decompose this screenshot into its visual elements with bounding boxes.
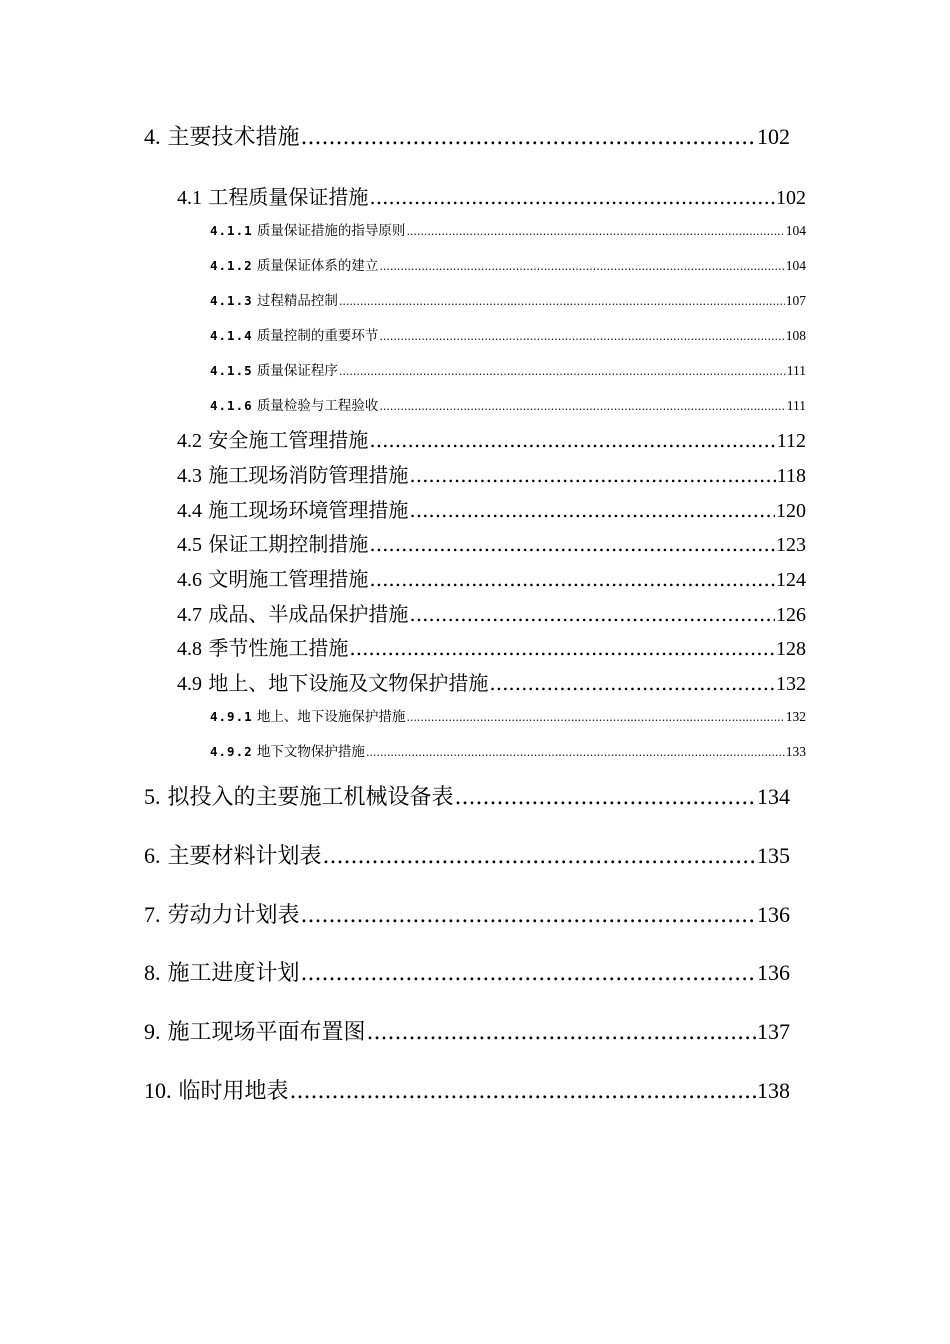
toc-entry-6[interactable] bbox=[144, 839, 790, 869]
toc-leader-dots bbox=[455, 785, 757, 810]
toc-entry-label: 4.1.6 质量检验与工程验收 bbox=[210, 398, 379, 414]
toc-leader-dots bbox=[290, 1079, 757, 1104]
toc-entry-4-1-1[interactable] bbox=[210, 219, 806, 239]
toc-page-number: 111 bbox=[786, 363, 806, 378]
toc-entry-label: 4.9.1 地上、地下设施保护措施 bbox=[210, 709, 406, 725]
toc-page-number: 104 bbox=[785, 223, 806, 238]
toc-entry-label: 4.6 文明施工管理措施 bbox=[177, 567, 369, 591]
toc-page-number: 118 bbox=[776, 465, 806, 487]
toc-leader-dots bbox=[301, 903, 757, 928]
toc-entry-label: 4.1.2 质量保证体系的建立 bbox=[210, 258, 379, 274]
toc-page-number: 102 bbox=[776, 187, 806, 209]
toc-page-number: 138 bbox=[757, 1078, 790, 1103]
toc-entry-4-1-4[interactable] bbox=[210, 324, 806, 344]
toc-entry-4-9-2[interactable] bbox=[210, 740, 806, 760]
toc-leader-dots bbox=[367, 1020, 757, 1045]
toc-page-number: 111 bbox=[786, 398, 806, 413]
toc-entry-4-7[interactable] bbox=[177, 598, 806, 626]
toc-entry-label: 4. 主要技术措施 bbox=[144, 124, 300, 150]
toc-leader-dots bbox=[406, 223, 784, 239]
toc-leader-dots bbox=[406, 709, 784, 725]
toc-leader-dots bbox=[409, 463, 775, 487]
toc-leader-dots bbox=[323, 844, 757, 869]
toc-entry-label: 4.9 地上、地下设施及文物保护措施 bbox=[177, 671, 489, 695]
toc-entry-label: 4.2 安全施工管理措施 bbox=[177, 428, 369, 452]
toc-entry-4-6[interactable] bbox=[177, 563, 806, 591]
toc-entry-4-1-2[interactable] bbox=[210, 254, 806, 274]
toc-entry-label: 4.1.3 过程精品控制 bbox=[210, 293, 338, 309]
toc-entry-4-3[interactable] bbox=[177, 459, 806, 487]
toc-entry-label: 4.4 施工现场环境管理措施 bbox=[177, 498, 409, 522]
toc-page-number: 108 bbox=[785, 328, 806, 343]
toc-page-number: 102 bbox=[757, 124, 790, 149]
toc-page-number: 135 bbox=[757, 843, 790, 868]
toc-page-number: 137 bbox=[757, 1019, 790, 1044]
toc-page-number: 112 bbox=[776, 430, 806, 452]
toc-entry-label: 9. 施工现场平面布置图 bbox=[144, 1019, 366, 1045]
toc-leader-dots bbox=[379, 398, 785, 414]
toc-entry-5[interactable] bbox=[144, 780, 790, 810]
toc-entry-4-9[interactable] bbox=[177, 667, 806, 695]
toc-entry-4-1[interactable] bbox=[177, 181, 806, 209]
toc-entry-label: 4.3 施工现场消防管理措施 bbox=[177, 463, 409, 487]
toc-page-number: 124 bbox=[776, 569, 806, 591]
toc-entry-9[interactable] bbox=[144, 1015, 790, 1045]
toc-leader-dots bbox=[339, 293, 785, 309]
toc-entry-label: 5. 拟投入的主要施工机械设备表 bbox=[144, 784, 454, 810]
toc-page-number: 136 bbox=[757, 960, 790, 985]
toc-entry-label: 4.1 工程质量保证措施 bbox=[177, 185, 369, 209]
toc-entry-4-9-1[interactable] bbox=[210, 705, 806, 725]
toc-leader-dots bbox=[349, 636, 775, 660]
toc-page-number: 133 bbox=[785, 744, 806, 759]
toc-entry-4-2[interactable] bbox=[177, 424, 806, 452]
toc-entry-label: 4.8 季节性施工措施 bbox=[177, 636, 349, 660]
toc-leader-dots bbox=[301, 961, 757, 986]
toc-entry-4-1-6[interactable] bbox=[210, 394, 806, 414]
toc-page-number: 107 bbox=[785, 293, 806, 308]
toc-entry-label: 7. 劳动力计划表 bbox=[144, 902, 300, 928]
toc-entry-4-1-3[interactable] bbox=[210, 289, 806, 309]
toc-page-number: 132 bbox=[776, 673, 806, 695]
toc-leader-dots bbox=[409, 602, 775, 626]
toc-leader-dots bbox=[489, 671, 775, 695]
toc-entry-10[interactable] bbox=[144, 1074, 790, 1104]
toc-page-number: 136 bbox=[757, 902, 790, 927]
toc-entry-label: 10. 临时用地表 bbox=[144, 1078, 289, 1104]
toc-entry-label: 6. 主要材料计划表 bbox=[144, 843, 322, 869]
toc-entry-label: 4.1.4 质量控制的重要环节 bbox=[210, 328, 379, 344]
toc-entry-4-4[interactable] bbox=[177, 494, 806, 522]
toc-leader-dots bbox=[369, 567, 775, 591]
toc-leader-dots bbox=[301, 125, 757, 150]
toc-entry-label: 4.1.5 质量保证程序 bbox=[210, 363, 338, 379]
toc-leader-dots bbox=[339, 363, 786, 379]
toc-leader-dots bbox=[369, 185, 775, 209]
toc-entry-label: 4.9.2 地下文物保护措施 bbox=[210, 744, 365, 760]
toc-entry-label: 4.1.1 质量保证措施的指导原则 bbox=[210, 223, 406, 239]
toc-entry-4-8[interactable] bbox=[177, 632, 806, 660]
toc-leader-dots bbox=[379, 258, 784, 274]
toc-entry-label: 8. 施工进度计划 bbox=[144, 960, 300, 986]
toc-page-number: 128 bbox=[776, 638, 806, 660]
toc-leader-dots bbox=[379, 328, 784, 344]
toc-leader-dots bbox=[369, 532, 775, 556]
toc-entry-4-5[interactable] bbox=[177, 528, 806, 556]
toc-page-number: 104 bbox=[785, 258, 806, 273]
toc-page-number: 123 bbox=[776, 534, 806, 556]
toc-page-number: 120 bbox=[776, 500, 806, 522]
toc-entry-7[interactable] bbox=[144, 898, 790, 928]
toc-entry-label: 4.7 成品、半成品保护措施 bbox=[177, 602, 409, 626]
toc-entry-label: 4.5 保证工期控制措施 bbox=[177, 532, 369, 556]
toc-entry-4[interactable] bbox=[144, 120, 790, 150]
toc-leader-dots bbox=[409, 498, 775, 522]
toc-leader-dots bbox=[366, 744, 785, 760]
toc-page-number: 126 bbox=[776, 604, 806, 626]
toc-entry-4-1-5[interactable] bbox=[210, 359, 806, 379]
toc-entry-8[interactable] bbox=[144, 956, 790, 986]
toc-page-number: 134 bbox=[757, 784, 790, 809]
toc-leader-dots bbox=[369, 428, 775, 452]
toc-page-number: 132 bbox=[785, 709, 806, 724]
